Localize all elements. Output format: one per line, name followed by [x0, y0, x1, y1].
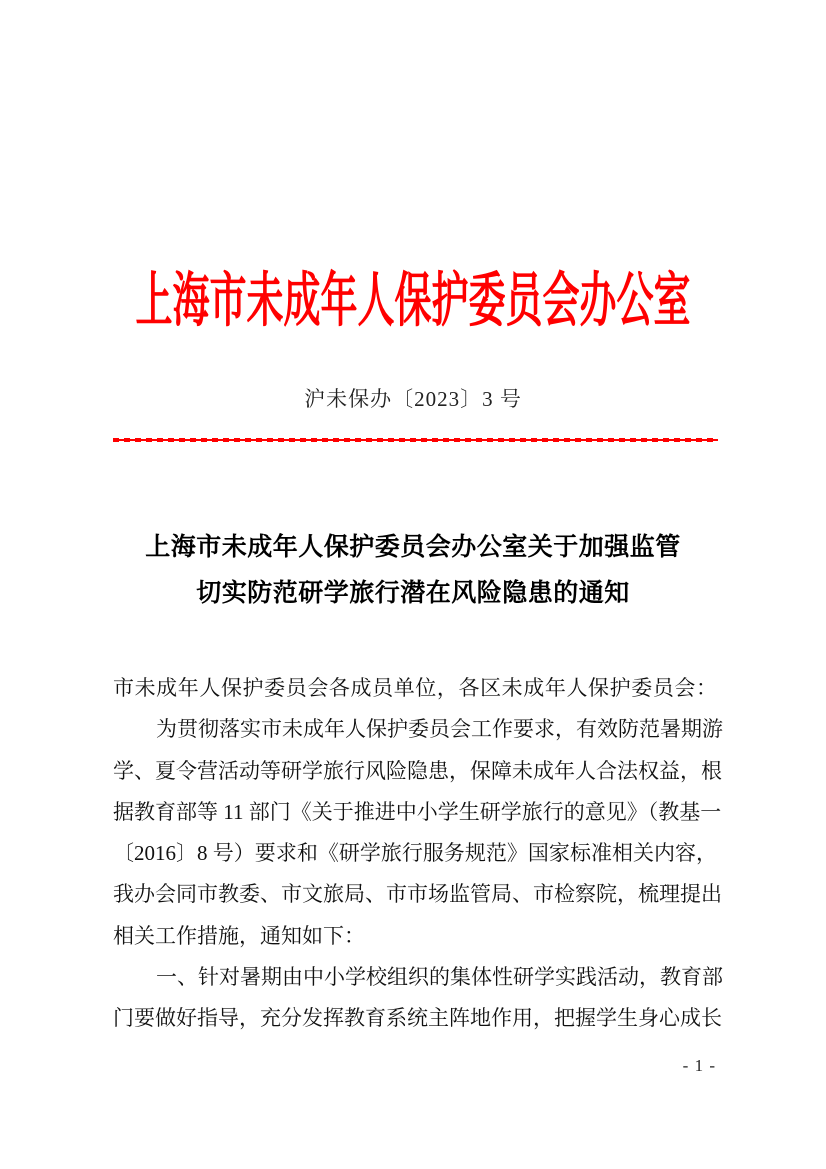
body-text-line: 相关工作措施，通知如下：	[113, 923, 365, 948]
document-number: 沪未保办〔2023〕3 号	[304, 387, 522, 411]
document-title	[0, 525, 826, 617]
body-text-line: 市未成年人保护委员会各成员单位，各区未成年人保护委员会：	[113, 676, 717, 700]
body-text-line: 门要做好指导，充分发挥教育系统主阵地作用，把握学生身心成长	[113, 1006, 722, 1031]
red-separator-line	[113, 437, 718, 443]
letterhead-org-title-text: 上海市未成年人保护委员会办公室	[135, 269, 691, 335]
letterhead-org-title	[0, 269, 826, 335]
body-text-line: 〔2016〕8 号）要求和《研学旅行服务规范》国家标准相关内容，	[113, 841, 717, 866]
page-number: - 1 -	[682, 1056, 716, 1075]
body-text-line: 为贯彻落实市未成年人保护委员会工作要求，有效防范暑期游	[156, 717, 723, 742]
body-text-line: 一、针对暑期由中小学校组织的集体性研学实践活动，教育部	[156, 965, 723, 990]
document-body	[113, 668, 723, 1040]
body-text-line: 我办会同市教委、市文旅局、市市场监管局、市检察院，梳理提出	[113, 882, 722, 907]
body-text-line: 学、夏令营活动等研学旅行风险隐患，保障未成年人合法权益，根	[113, 758, 722, 783]
body-text-line: 据教育部等 11 部门《关于推进中小学生研学旅行的意见》（教基一	[113, 799, 722, 824]
document-title-line-2: 切实防范研学旅行潜在风险隐患的通知	[196, 580, 630, 607]
document-title-line-1: 上海市未成年人保护委员会办公室关于加强监管	[145, 534, 681, 561]
